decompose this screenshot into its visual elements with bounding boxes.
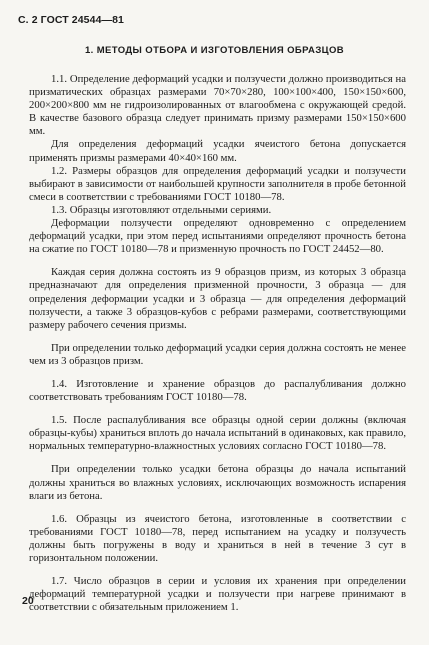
- paragraph-1-3-series: Каждая серия должна состоять из 9 образцов призм, из которых 3 образца предназначают для определения призменной прочности, 3 образца — для определения деформации усадки и 3 образца — для определения деформаций ползучести, а также 3 образцов-кубов с ребрами размерами, соответствующими размеру рабочего сечения призмы.: [29, 266, 406, 331]
- body-text: [29, 73, 406, 614]
- paragraph-1-6: 1.6. Образцы из ячеистого бетона, изготовленные в соответствии с требованиями ГОСТ 10180—78, перед испытанием на усадку и ползучесть должны быть погружены в воду и храниться в ней в течение 3 сут в горизонтальном положении.: [29, 512, 406, 564]
- paragraph-1-3-shrinkage: При определении только деформаций усадки серия должна состоять не менее чем из 3 образцов призм.: [29, 341, 406, 367]
- paragraph-1-1-note: Для определения деформаций усадки ячеистого бетона допускается применять призмы размерами 40×40×160 мм.: [29, 138, 406, 164]
- paragraph-1-3: 1.3. Образцы изготовляют отдельными сериями.: [51, 203, 272, 216]
- paragraph-1-7: 1.7. Число образцов в серии и условия их хранения при определении деформаций температурной усадки и ползучести при нагреве принимают в соответствии с обязательным приложением 1.: [29, 575, 406, 614]
- paragraph-1-4: 1.4. Изготовление и хранение образцов до распалубливания должно соответствовать требованиям ГОСТ 10180—78.: [29, 377, 406, 404]
- page-number: 20: [22, 595, 34, 607]
- paragraph-1-5-note: При определении только усадки бетона образцы до начала испытаний должны храниться во влажных условиях, исключающих возможность испарения влаги из бетона.: [29, 463, 406, 502]
- paragraph-1-1: 1.1. Определение деформаций усадки и ползучести должно производиться на призматических образцах размерами 70×70×280, 100×100×400, 150×150×600, 200×200×800 мм не гидроизолированных от влагообмена с окружающей средой. В качестве базового образца следует принимать призму размерами 150×150×600 мм.: [29, 73, 406, 138]
- paragraph-1-3-creep: Деформации ползучести определяют одновременно с определением деформаций усадки, при этом перед испытаниями определяют прочность бетона на сжатие по ГОСТ 10180—78 и призменную прочность по ГОСТ 24452—80.: [29, 217, 406, 256]
- paragraph-1-5: 1.5. После распалубливания все образцы одной серии должны (включая образцы-кубы) храниться вплоть до начала испытаний в одинаковых, как правило, нормальных температурно-влажностных условиях согласно ГОСТ 10180—78.: [29, 414, 406, 453]
- page-header: С. 2 ГОСТ 24544—81: [18, 14, 124, 26]
- paragraph-1-2: 1.2. Размеры образцов для определения деформаций усадки и ползучести выбирают в зависимости от наибольшей крупности заполнителя в пробе бетонной смеси в соответствии с требованиями ГОСТ 10180—78.: [29, 164, 406, 203]
- section-title: 1. МЕТОДЫ ОТБОРА И ИЗГОТОВЛЕНИЯ ОБРАЗЦОВ: [84, 45, 345, 56]
